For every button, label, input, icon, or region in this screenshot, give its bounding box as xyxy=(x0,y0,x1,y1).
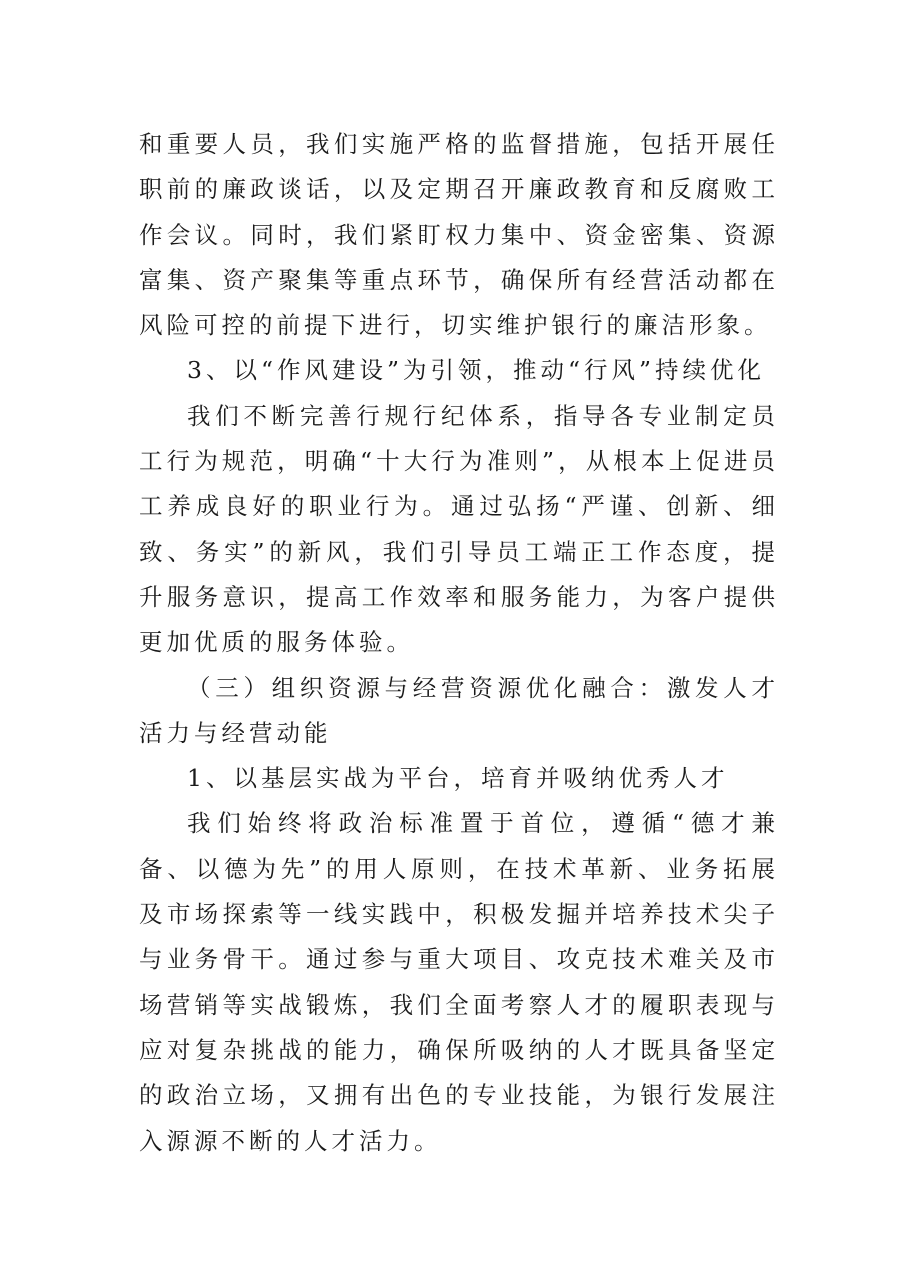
subheading-style-building: 3、以“作风建设”为引领，推动“行风”持续优化 xyxy=(187,356,766,385)
paragraph-continuation: 和重要人员，我们实施严格的监督措施，包括开展任职前的廉政谈话，以及定期召开廉政教育和反腐败工作会议。同时，我们紧盯权力集中、资金密集、资源富集、资产聚集等重点环节，确保所有经营活动都在风险可控的前提下进行，切实维护银行的廉洁形象。 xyxy=(139,130,779,340)
document-body xyxy=(139,122,779,1164)
paragraph-conduct-norms: 我们不断完善行规行纪体系，指导各专业制定员工行为规范，明确“十大行为准则”，从根本上促进员工养成良好的职业行为。通过弘扬“严谨、创新、细致、务实”的新风，我们引导员工端正工作态度，提升服务意识，提高工作效率和服务能力，为客户提供更加优质的服务体验。 xyxy=(139,401,779,657)
subheading-talent-cultivation: 1、以基层实战为平台，培育并吸纳优秀人才 xyxy=(187,764,729,793)
paragraph-talent-selection: 我们始终将政治标准置于首位，遵循“德才兼备、以德为先”的用人原则，在技术革新、业务拓展及市场探索等一线实践中，积极发掘并培养技术尖子与业务骨干。通过参与重大项目、攻克技术难关及市场营销等实战锻炼，我们全面考察人才的履职表现与应对复杂挑战的能力，确保所吸纳的人才既具备坚定的政治立场，又拥有出色的专业技能，为银行发展注入源源不断的人才活力。 xyxy=(139,809,779,1155)
section-heading-resources: （三）组织资源与经营资源优化融合：激发人才活力与经营动能 xyxy=(139,673,779,747)
